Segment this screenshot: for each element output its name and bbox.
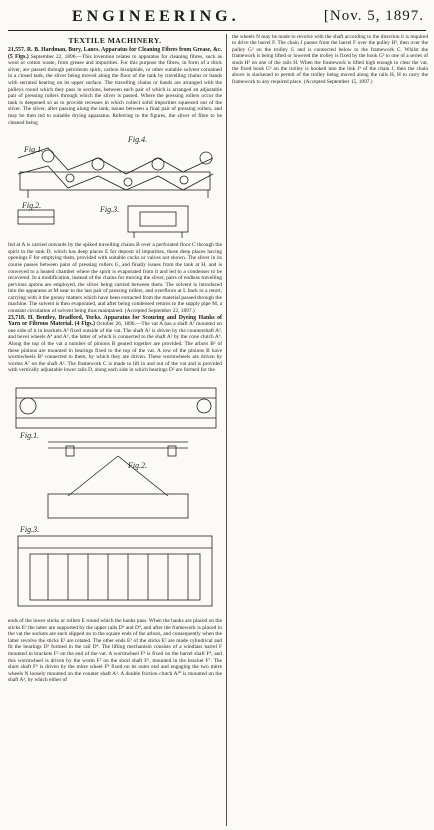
page-header	[0, 0, 434, 34]
patent1-title: 21,557. R. B. Hardman, Bury, Lancs. Apparatus for Cleaning Fibres from Grease, &c. (5 Figs.)	[8, 47, 222, 60]
fig2-label-1: Fig.1.	[20, 431, 40, 440]
patent1-body2: fed at A is carried onwards by the spiked travelling chains B over a perforated floor C through the spirit in the tank D, which has deep places E for deposit of impurities, these deep places having openings F for emptying them, provided with suitable cocks or valves not shown. The sliver in its course passes between pairs of pressing rollers G, and finally issues from the tank at H, and is conveyed to a heated chamber where the spirit is evaporated from it and led to a condenser to be recovered. In a modification, instead of the chains for moving the sliver, pairs of endless travelling pervious aprons are employed, the sliver being carried between them. The solvent is introduced into the apparatus at M near to the last pair of pressing rollers, and overflows at L back to a retort, carrying with it the greasy matters which have been extracted from the material passed through the machine. The solvent is then evaporated, and after being condensed returns to the supply pipe M, a constant circulation of solvent being thus maintained. (Accepted September 22, 1897.)	[8, 242, 222, 315]
fig2-label-2: Fig.2.	[128, 461, 148, 470]
column-divider	[226, 34, 227, 826]
right-column-text: the wheels N may be made to revolve with the shaft according to the direction it is required to drive the barrel F. The chain J passes from the barrel F over the pulley H², then over the pulley G² on the trolley G and is connected below to the framework C. Whilst the framework is being lifted or lowered the trolley is fixed by the hook G³ to one of a series of studs H³ on one of the rails H. When the framework is lifted high enough to clear the vat, the fixed hook G³ on the trolley is hooked into the link J³ of the chain J, then the chain above is slackened to permit of the trolley being moved along the rails H, H to carry the framework to any required place. (Accepted September 15, 1897.)	[232, 34, 428, 85]
left-column	[8, 34, 222, 826]
fig-label-3: Fig.3.	[100, 205, 120, 215]
patent2-paragraph	[8, 315, 222, 374]
patent2-body2: ends of the lower sticks or rollers E round which the hanks pass. When the hanks are placed on the sticks E² the latter are supported by the upper rails D³ and D⁴, and after the framework is placed in the vat the sockets are each slipped on to the square ends of the arbors, and consequently when the latter revolve the sticks E² are rotated. The other ends E³ of the sticks E² are made cylindrical and fit the bearings D² formed in the rail D⁴. The lifting mechanism consists of a windlass barrel F mounted in brackets F² on the end of the vat. A wormwheel F³ is fixed on the barrel shaft F⁴, and this wormwheel is driven by the worm F⁵ on the short shaft F⁶, mounted in the bracket F⁷. The short shaft F⁶ is driven by the mitre wheel F⁸ fixed on its outer end and engaging the two mitre wheels N loosely mounted on the counter shaft A³. A double friction clutch A¹⁰ is mounted on the shaft A³, by which either of	[8, 618, 222, 684]
patent2-figures	[8, 376, 222, 616]
issue-date: [Nov. 5, 1897.	[323, 8, 424, 24]
patent2-body1: October 26, 1896.—The vat A has a shaft A² mounted on one side of it in brackets A³ fixed outside of the vat. The shaft A² is driven by the countershaft A³, and bevel wheels A⁴ and A⁵, the latter of which is connected to the shaft A² by the cone clutch A⁶. Along the top of the vat a number of pinions B geared together are provided. The arbors B² of these pinions are mounted in bearings fixed to the top of the vat. A row of the pinions B have wormwheels B³ connected to them, by which they are driven. These wormwheels are driven by worms A⁷ on the shaft A². The framework C is made to lift in and out of the vat and is provided with vertically adjustable lower rails D, along each side in which bearings D² are formed for the	[8, 321, 222, 374]
masthead: ENGINEERING.	[72, 8, 240, 25]
header-rule	[8, 30, 426, 31]
patent1-paragraph	[8, 47, 222, 126]
patent2-title: 23,718. H. Bentley, Bradford, Yorks. Apparatus for Scouring and Dyeing Hanks of Yarn or Fibrous Material. (4 Figs.)	[8, 314, 222, 328]
fig2-label-3: Fig.3.	[20, 525, 40, 534]
section-title: TEXTILE MACHINERY.	[68, 36, 162, 45]
patent1-body1: September 22, 1896.—This invention relates to apparatus for cleaning fibres, such as wool or cotton waste, from grease and impurities. For this purpose the fibres, in form of a thick sliver, are passed through petroleum spirit, carbon bisulphide, or other suitable solvent contained in a closed tank, the sliver being moved along the floor of the tank by travelling chains or bands with serrated bearing on its upper surface. The travelling chains or bands are arranged with the pulleys round which they pass in sections, between each pair of which is arranged an adjustable pair of pressing rollers through which the sliver is passed. Where the pressing rollers occur the tank is deepened so as to provide recesses in which collect solid impurities squeezed out of the sliver. The sliver, after passing along the tank, issues between a final pair of pressing rollers, and may be then led to suitable drying apparatus. Referring to the figures, the sliver of fibre to be cleaned being	[8, 53, 222, 126]
fig-label-2: Fig.2.	[22, 201, 42, 211]
right-column	[232, 34, 428, 234]
fig-label-4: Fig.4.	[128, 135, 148, 145]
fig-label-1: Fig.1.	[24, 145, 44, 155]
patent1-figures	[8, 128, 222, 240]
